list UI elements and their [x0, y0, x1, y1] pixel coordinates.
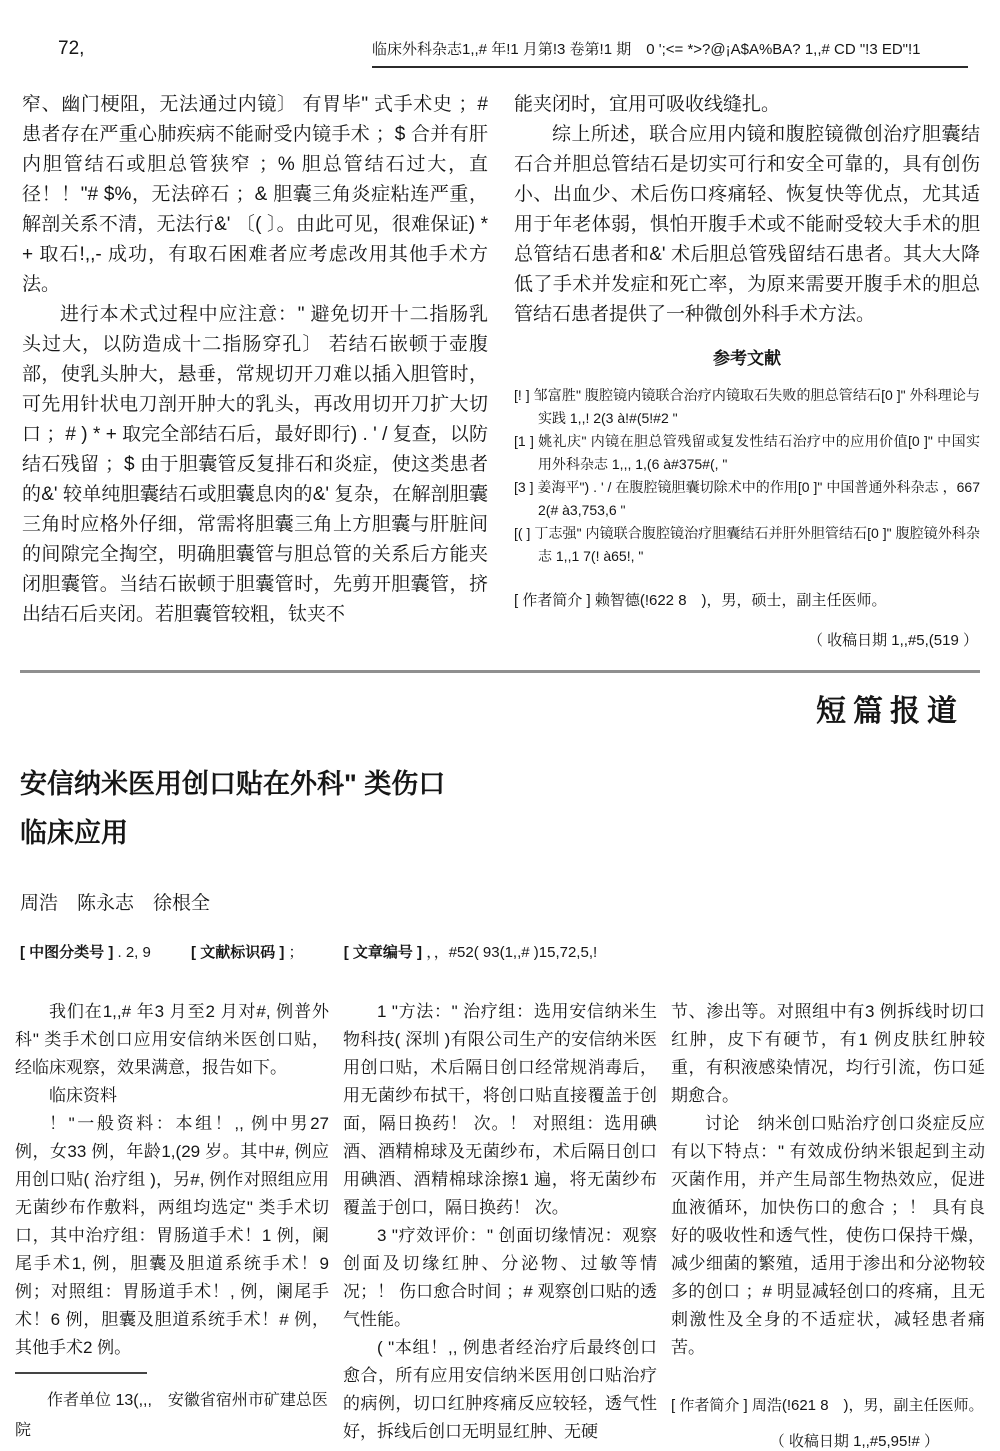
author-bio: [ 作者简介 ] 周浩(!621 8 )，男，副主任医师。 [671, 1397, 984, 1414]
paragraph: ！"一般资料：本组！,, 例中男27 例，女33 例，年龄1,(29 岁。其中#, 例应用创口贴( 治疗组 )，另#, 例作对照组应用无菌纱布作敷料，两组均选定" 类手术切口，其中治疗组：胃肠道手术！1 例，阑尾手术1, 例，胆囊及胆道系统手术！9 例；对照组：胃肠道手术！, 例，阑尾手术！6 例，胆囊及胆道系统手术！# 例，其他手术2 例。 [15, 1114, 329, 1357]
author-bio: [ 作者简介 ] 赖智德(!622 8 )，男，硕士，副主任医师。 [514, 592, 887, 609]
doc-code-value: ； [288, 944, 304, 961]
article2-column-3 [671, 998, 985, 1451]
article2-title-line2: 临床应用 [20, 818, 128, 848]
paragraph: 综上所述，联合应用内镜和腹腔镜微创治疗胆囊结石合并胆总管结石是切实可行和安全可靠的，具有创伤小、出血少、术后伤口疼痛轻、恢复快等优点，尤其适用于年老体弱，惧怕开腹手术或不能耐受较大手术的胆总管结石患者和&' 术后胆总管残留结石患者。其大大降低了手术并发症和死亡率，为原来需要开腹手术的胆总管结石患者提供了一种微创外科手术方法。 [514, 124, 980, 325]
paragraph: 3 "疗效评价：" 创面切缘情况：观察创面及切缘红肿、分泌物、过敏等情况；！ 伤口愈合时间 ；# 观察创口贴的透气性能。 [343, 1226, 657, 1329]
paragraph: 讨论 纳米创口贴治疗创口炎症反应有以下特点：" 有效成份纳米银起到主动灭菌作用，并产生局部生物热效应，促进血液循环，加快伤口的愈合 ；！ 具有良好的吸收性和透气性，使伤口保持干燥，减少细菌的繁殖，适用于渗出和分泌物较多的创口 ；# 明显减轻创口的疼痛，且无刺激性及全身的不适症状，减轻患者痛苦。 [671, 1114, 985, 1357]
article1-body [22, 90, 980, 656]
clc-label: [ 中图分类号 ] [20, 944, 114, 961]
article1-left-column [22, 90, 488, 656]
footnote-rule [15, 1372, 147, 1374]
article2-title [20, 760, 640, 858]
author-affiliation: 作者单位 13(,,, 安徽省宿州市矿建总医院 [15, 1392, 328, 1439]
references-list [514, 384, 980, 568]
reference-item: [3 ] 姜海平") . ' / 在腹腔镜胆囊切除术中的作用[0 ]" 中国普通外科杂志 ，667 2(# à3,753,6 " [514, 479, 980, 518]
reference-item: [! ] 邹富胜" 腹腔镜内镜联合治疗内镜取石失败的胆总管结石[0 ]" 外科理论与实践 1,,! 2(3 à!#(5!#2 " [514, 387, 980, 426]
article1-right-column [514, 90, 980, 656]
section-label: 短篇报道 [816, 695, 964, 728]
paragraph: ( "本组！,, 例患者经治疗后最终创口愈合，所有应用安信纳米医用创口贴治疗的病例，切口红肿疼痛反应较轻，透气性好，拆线后创口无明显红肿、无硬 [343, 1338, 657, 1441]
article2-column-2 [343, 998, 657, 1451]
article2-authors: 周浩 陈永志 徐根全 [20, 893, 211, 914]
paragraph: 1 "方法：" 治疗组：选用安信纳米生物科技( 深圳 )有限公司生产的安信纳米医用创口贴，术后隔日创口经常规消毒后，用无菌纱布拭干，将创口贴直接覆盖于创面，隔日换药！ 次。！ 对照组：选用碘酒、酒精棉球及无菌纱布，术后隔日创口用碘酒、酒精棉球涂擦1 遍，将无菌纱布覆盖于创口，隔日换药！ 次。 [343, 1002, 657, 1217]
article2-body [15, 998, 985, 1451]
article-id-value: ，，#52( 93(1,,# )15,72,5,! [426, 944, 598, 961]
received-date: （ 收稿日期 1,,#5,(519 ） [807, 632, 978, 649]
received-date: （ 收稿日期 1,,#5,95!# ） [769, 1433, 939, 1450]
reference-item: [1 ] 姚礼庆" 内镜在胆总管残留或复发性结石治疗中的应用价值[0 ]" 中国实用外科杂志 1,,, 1,(6 à#375#(, " [514, 433, 980, 472]
doc-code-label: [ 文献标识码 ] [191, 944, 285, 961]
reference-item: [( ] 丁志强" 内镜联合腹腔镜治疗胆囊结石并肝外胆管结石[0 ]" 腹腔镜外科杂志 1,,1 7(! à65!, " [514, 525, 980, 564]
author-affiliation-footnote [15, 1372, 329, 1446]
section-divider [20, 670, 980, 673]
page-number: 72, [58, 38, 85, 59]
paragraph: 节、渗出等。对照组中有3 例拆线时切口红肿，皮下有硬节，有1 例皮肤红肿较重，有积液感染情况，均行引流，伤口延期愈合。 [671, 1002, 985, 1105]
article2-title-line1: 安信纳米医用创口贴在外科" 类伤口 [20, 769, 446, 799]
article-id-label: [ 文章编号 ] [343, 944, 423, 961]
article2-column-1 [15, 998, 329, 1451]
paragraph: 进行本术式过程中应注意：" 避免切开十二指肠乳头过大，以防造成十二指肠穿孔〕 若结石嵌顿于壶腹部，使乳头肿大，悬垂，常规切开刀难以插入胆管时，可先用针状电刀剖开肿大的乳头，再改用切开刀扩大切口 ；# ) * + 取完全部结石后，最好即行) . ' / 复查，以防结石残留 ；$ 由于胆囊管反复排石和炎症，使这类患者的&' 较单纯胆囊结石或胆囊息肉的&' 复杂，在解剖胆囊三角时应格外仔细，常需将胆囊三角上方胆囊与肝脏间的间隙完全掏空，明确胆囊管与胆总管的关系后方能夹闭胆囊管。当结石嵌顿于胆囊管时，先剪开胆囊管，挤出结石后夹闭。若胆囊管较粗，钛夹不 [22, 304, 488, 625]
journal-header: 临床外科杂志1,,# 年!1 月第!3 卷第!1 期 0 ';<= *>?@¡A$A%BA? 1,,# CD "!3 ED"!1 [372, 38, 968, 68]
paragraph: 窄、幽门梗阻，无法通过内镜〕 有胃毕" 式手术史 ；# 患者存在严重心肺疾病不能耐受内镜手术 ；$ 合并有肝内胆管结石或胆总管狭窄 ；% 胆总管结石过大，直径！！"# $%，无法碎石 ；& 胆囊三角炎症粘连严重，解剖关系不清，无法行&' 〔( 〕。由此可见，很难保证) * + 取石!,,- 成功，有取石困难者应考虑改用其他手术方法。 [22, 94, 488, 295]
paragraph: 我们在1,,# 年3 月至2 月对#, 例普外科" 类手术创口应用安信纳米医创口贴，经临床观察，效果满意，报告如下。 [15, 1002, 329, 1077]
references-title: 参考文献 [713, 349, 781, 368]
article2-meta [20, 941, 597, 962]
clc-value: . 2, 9 [117, 944, 151, 961]
paragraph: 能夹闭时，宜用可吸收线缝扎。 [514, 94, 781, 115]
subheading-clinical-data: 临床资料 [49, 1086, 117, 1105]
